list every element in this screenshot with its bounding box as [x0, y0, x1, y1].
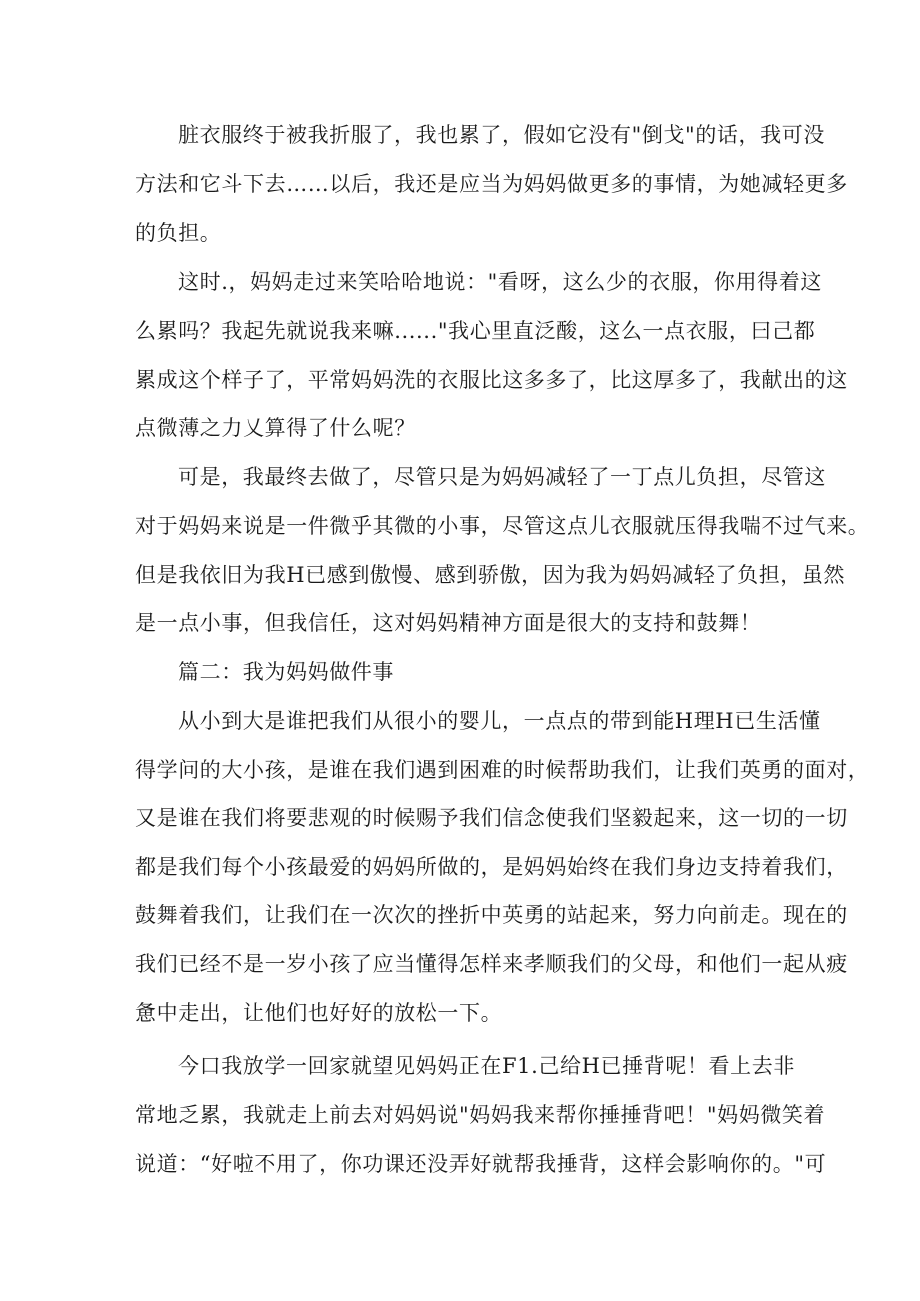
- text-line: 都是我们每个小孩最爱的妈妈所做的，是妈妈始终在我们身边支持着我们，: [135, 855, 848, 879]
- text-line: 脏衣服终于被我折服了，我也累了，假如它没有"倒戈"的话，我可没: [178, 123, 825, 147]
- text-line: 说道：“好啦不用了，你功课还没弄好就帮我捶背，这样会影响你的。"可: [135, 1152, 827, 1176]
- text-line: 今口我放学一回家就望见妈妈正在F1.己给H已捶背呢！看上去非: [178, 1054, 795, 1078]
- text-line: 点微薄之力乂算得了什么呢？: [135, 416, 416, 440]
- text-line: 方法和它斗下去……以后，我还是应当为妈妈做更多的事情，为她减轻更多: [135, 172, 848, 196]
- text-line: 是一点小事，但我信任，这对妈妈精神方面是很大的支持和鼓舞！: [135, 611, 762, 635]
- text-line: 这时.，妈妈走过来笑哈哈地说："看呀，这么少的衣服，你用得着这: [178, 270, 822, 294]
- text-line: 我们已经不是一岁小孩了应当懂得怎样来孝顺我们的父母，和他们一起从疲: [135, 952, 848, 976]
- text-line: 可是，我最终去做了，尽管只是为妈妈减轻了一丁点儿负担，尽管这: [178, 465, 826, 489]
- text-line: 对于妈妈来说是一件微乎其微的小事，尽管这点儿衣服就压得我喘不过气来。: [135, 514, 870, 538]
- text-line: 累成这个样子了，平常妈妈洗的衣服比这多多了，比这厚多了，我献出的这: [135, 368, 848, 392]
- text-line: 从小到大是谁把我们从很小的婴儿，一点点的带到能H理H已生活懂: [178, 709, 821, 733]
- text-line: 常地乏累，我就走上前去对妈妈说"妈妈我来帮你捶捶背吧！"妈妈微笑着: [135, 1103, 826, 1127]
- text-line: 的负担。: [135, 221, 222, 245]
- text-line: 鼓舞着我们，让我们在一次次的挫折中英勇的站起来，努力向前走。现在的: [135, 903, 848, 927]
- text-line: 得学问的大小孩，是谁在我们遇到困难的时候帮助我们，让我们英勇的面对，: [135, 758, 870, 782]
- text-line: 又是谁在我们将要悲观的时候赐予我们信念使我们坚毅起来，这一切的一切: [135, 806, 848, 830]
- section-heading: 篇二：我为妈妈做件事: [178, 660, 394, 684]
- text-line: 么累吗？我起先就说我来嘛......"我心里直泛酸，这么一点衣服，曰己都: [135, 319, 816, 343]
- text-line: 但是我依旧为我H已感到傲慢、感到骄傲，因为我为妈妈减轻了负担，虽然: [135, 563, 846, 587]
- text-line: 惫中走出，让他们也好好的放松一下。: [135, 1001, 503, 1025]
